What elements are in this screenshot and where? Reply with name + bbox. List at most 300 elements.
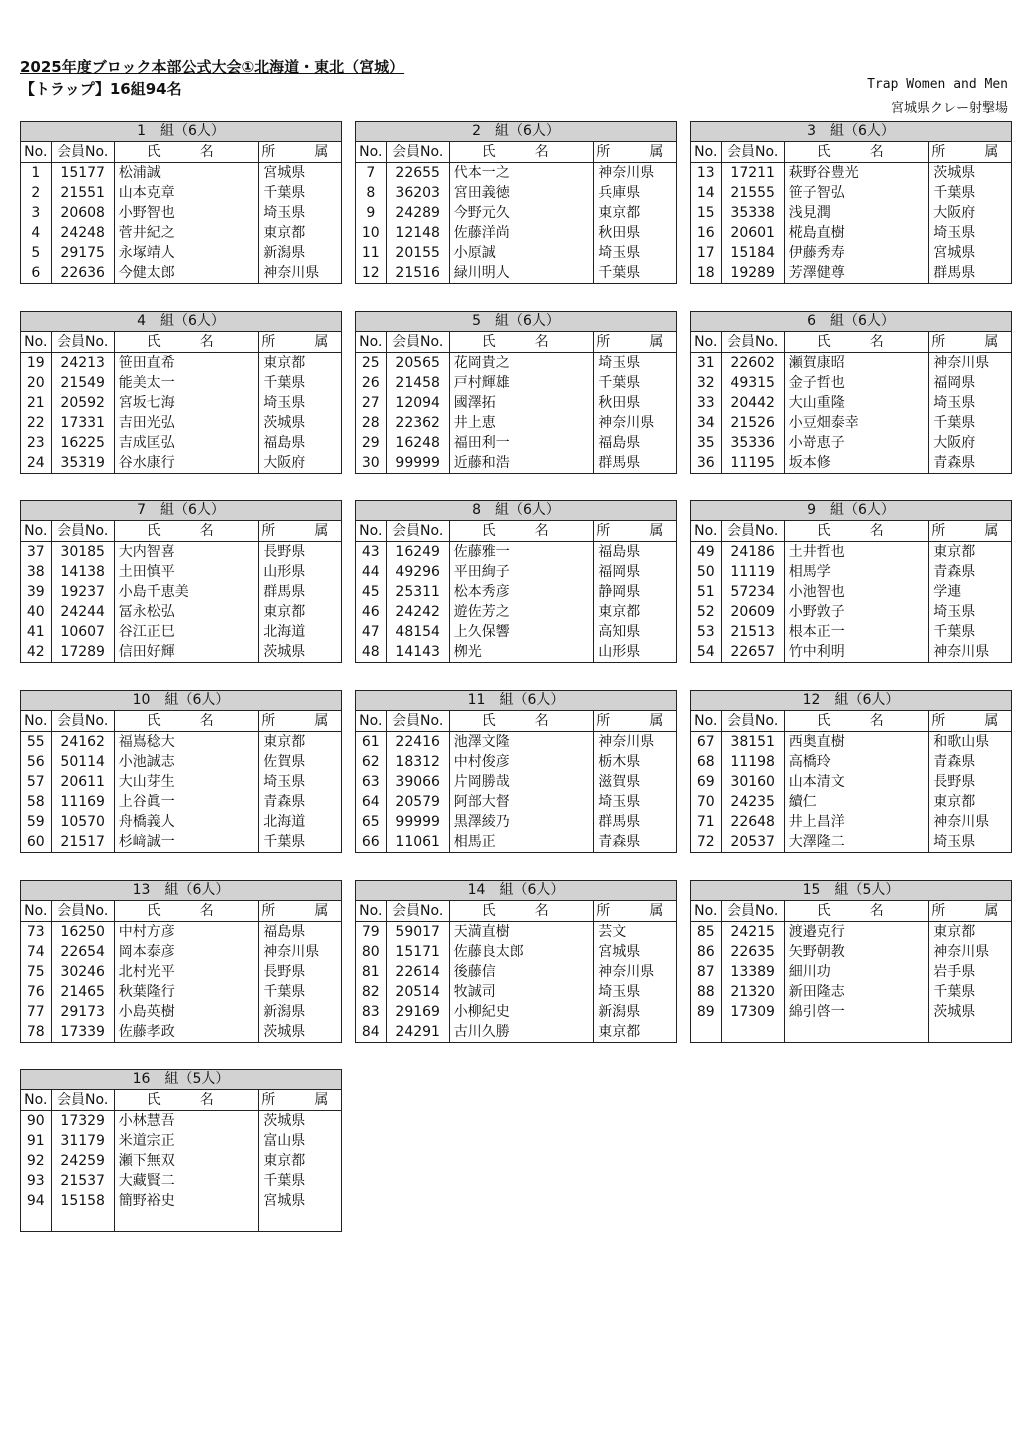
table-row <box>691 453 1011 473</box>
squad-table-5 <box>355 311 677 474</box>
table-row <box>356 812 676 832</box>
shooter-number: 16 <box>691 223 721 243</box>
table-row <box>356 1022 676 1042</box>
shooter-name: 土田慎平 <box>114 562 258 582</box>
shooter-number: 4 <box>21 223 51 243</box>
table-row <box>691 922 1011 943</box>
member-number: 24162 <box>51 732 114 753</box>
column-header-row <box>21 332 341 353</box>
member-number: 21517 <box>51 832 114 852</box>
table-row <box>691 732 1011 753</box>
member-number: 20514 <box>386 982 449 1002</box>
member-number: 22635 <box>721 942 784 962</box>
shooter-number: 12 <box>356 263 386 283</box>
column-header-row <box>356 711 676 732</box>
member-number: 11169 <box>51 792 114 812</box>
column-header-row <box>691 521 1011 542</box>
shooter-name: 岡本泰彦 <box>114 942 258 962</box>
affiliation: 埼玉県 <box>259 393 341 413</box>
shooter-name: 瀬賀康昭 <box>784 353 928 374</box>
member-number: 24259 <box>51 1151 114 1171</box>
column-header-row <box>21 142 341 163</box>
affiliation: 静岡県 <box>594 582 676 602</box>
col-header-name: 氏 名 <box>114 521 258 542</box>
table-row <box>356 832 676 852</box>
member-number: 20579 <box>386 792 449 812</box>
squad-header: 14 組（6人） <box>356 881 676 901</box>
shooter-name: 西奥直樹 <box>784 732 928 753</box>
shooter-name: 井上昌洋 <box>784 812 928 832</box>
table-row <box>356 582 676 602</box>
shooter-name: 福田利一 <box>449 433 593 453</box>
member-number: 38151 <box>721 732 784 753</box>
shooter-number: 30 <box>356 453 386 473</box>
affiliation: 千葉県 <box>929 413 1011 433</box>
shooter-number: 29 <box>356 433 386 453</box>
table-row <box>691 562 1011 582</box>
affiliation: 群馬県 <box>594 812 676 832</box>
col-header-member: 会員No. <box>386 332 449 353</box>
member-number: 10607 <box>51 622 114 642</box>
page-title: 2025年度ブロック本部公式大会①北海道・東北（宮城） <box>20 58 405 76</box>
shooter-number: 39 <box>21 582 51 602</box>
squad-roster <box>21 142 341 283</box>
shooter-number: 43 <box>356 542 386 563</box>
squad-header: 1 組（6人） <box>21 122 341 142</box>
member-number: 24235 <box>721 792 784 812</box>
shooter-number: 11 <box>356 243 386 263</box>
affiliation: 千葉県 <box>594 263 676 283</box>
col-header-no: No. <box>21 521 51 542</box>
shooter-number: 48 <box>356 642 386 662</box>
affiliation: 茨城県 <box>259 1022 341 1042</box>
col-header-member: 会員No. <box>721 521 784 542</box>
col-header-name: 氏 名 <box>114 332 258 353</box>
col-header-member: 会員No. <box>51 332 114 353</box>
shooter-name: 小林慧吾 <box>114 1111 258 1132</box>
shooter-number: 22 <box>21 413 51 433</box>
shooter-name: 遊佐芳之 <box>449 602 593 622</box>
shooter-number: 70 <box>691 792 721 812</box>
table-row <box>21 373 341 393</box>
shooter-name: 上谷眞一 <box>114 792 258 812</box>
affiliation: 山形県 <box>259 562 341 582</box>
affiliation <box>259 1211 341 1231</box>
col-header-member: 会員No. <box>721 332 784 353</box>
shooter-number: 8 <box>356 183 386 203</box>
member-number: 15177 <box>51 163 114 184</box>
table-row <box>356 163 676 184</box>
member-number: 49315 <box>721 373 784 393</box>
shooter-number: 94 <box>21 1191 51 1211</box>
shooter-name: 小原誠 <box>449 243 593 263</box>
affiliation: 東京都 <box>929 542 1011 563</box>
shooter-name: 渡邉克行 <box>784 922 928 943</box>
member-number: 19237 <box>51 582 114 602</box>
member-number: 30246 <box>51 962 114 982</box>
squad-header: 7 組（6人） <box>21 501 341 521</box>
shooter-name: 後藤信 <box>449 962 593 982</box>
member-number: 21537 <box>51 1171 114 1191</box>
affiliation: 青森県 <box>594 832 676 852</box>
squad-table-6 <box>690 311 1012 474</box>
shooter-name: 秋葉隆行 <box>114 982 258 1002</box>
shooter-number: 79 <box>356 922 386 943</box>
member-number: 29175 <box>51 243 114 263</box>
table-row <box>356 223 676 243</box>
col-header-member: 会員No. <box>386 142 449 163</box>
shooter-number: 7 <box>356 163 386 184</box>
affiliation: 北海道 <box>259 812 341 832</box>
table-row <box>21 732 341 753</box>
table-row <box>356 183 676 203</box>
member-number: 24244 <box>51 602 114 622</box>
shooter-number: 6 <box>21 263 51 283</box>
affiliation: 千葉県 <box>259 373 341 393</box>
shooter-name <box>784 1022 928 1042</box>
shooter-number: 75 <box>21 962 51 982</box>
table-row <box>356 542 676 563</box>
shooter-number: 40 <box>21 602 51 622</box>
shooter-number: 38 <box>21 562 51 582</box>
table-row <box>356 602 676 622</box>
member-number: 24186 <box>721 542 784 563</box>
shooter-name: 浅見潤 <box>784 203 928 223</box>
shooter-name: 花岡貴之 <box>449 353 593 374</box>
col-header-no: No. <box>691 711 721 732</box>
shooter-number: 71 <box>691 812 721 832</box>
member-number: 57234 <box>721 582 784 602</box>
member-number: 22636 <box>51 263 114 283</box>
member-number: 50114 <box>51 752 114 772</box>
affiliation: 千葉県 <box>929 622 1011 642</box>
member-number: 22654 <box>51 942 114 962</box>
shooter-number: 50 <box>691 562 721 582</box>
table-row <box>691 542 1011 563</box>
shooter-number <box>691 1022 721 1042</box>
member-number: 14138 <box>51 562 114 582</box>
shooter-name: 小野智也 <box>114 203 258 223</box>
squad-table-15 <box>690 880 1012 1043</box>
shooter-number: 72 <box>691 832 721 852</box>
col-header-affiliation: 所 属 <box>929 901 1011 922</box>
col-header-no: No. <box>691 332 721 353</box>
squad-header: 2 組（6人） <box>356 122 676 142</box>
col-header-member: 会員No. <box>386 521 449 542</box>
shooter-name: 池澤文隆 <box>449 732 593 753</box>
shooter-name: 菅井紀之 <box>114 223 258 243</box>
affiliation: 東京都 <box>929 922 1011 943</box>
table-row <box>21 982 341 1002</box>
table-row <box>21 223 341 243</box>
shooter-number: 27 <box>356 393 386 413</box>
member-number: 20608 <box>51 203 114 223</box>
shooter-name: 佐藤孝政 <box>114 1022 258 1042</box>
affiliation: 群馬県 <box>929 263 1011 283</box>
shooter-number: 85 <box>691 922 721 943</box>
shooter-number: 21 <box>21 393 51 413</box>
shooter-number: 19 <box>21 353 51 374</box>
table-row <box>691 942 1011 962</box>
shooter-name: 舟橋義人 <box>114 812 258 832</box>
member-number: 24215 <box>721 922 784 943</box>
table-row <box>21 353 341 374</box>
col-header-no: No. <box>21 332 51 353</box>
shooter-name: 松浦誠 <box>114 163 258 184</box>
member-number: 17331 <box>51 413 114 433</box>
shooter-number: 84 <box>356 1022 386 1042</box>
shooter-name: 松本秀彦 <box>449 582 593 602</box>
shooter-number: 82 <box>356 982 386 1002</box>
shooter-name: 綿引啓一 <box>784 1002 928 1022</box>
col-header-name: 氏 名 <box>784 332 928 353</box>
member-number: 35319 <box>51 453 114 473</box>
col-header-no: No. <box>21 711 51 732</box>
table-row <box>691 393 1011 413</box>
shooter-name: 竹中利明 <box>784 642 928 662</box>
member-number: 29169 <box>386 1002 449 1022</box>
shooter-number: 54 <box>691 642 721 662</box>
shooter-number: 14 <box>691 183 721 203</box>
member-number: 24289 <box>386 203 449 223</box>
shooter-name: 谷水康行 <box>114 453 258 473</box>
member-number: 11061 <box>386 832 449 852</box>
table-row <box>21 772 341 792</box>
affiliation: 東京都 <box>594 203 676 223</box>
affiliation: 東京都 <box>259 602 341 622</box>
affiliation: 神奈川県 <box>929 942 1011 962</box>
shooter-number: 53 <box>691 622 721 642</box>
shooter-number: 61 <box>356 732 386 753</box>
shooter-number: 88 <box>691 982 721 1002</box>
squad-table-12 <box>690 690 1012 853</box>
member-number: 20609 <box>721 602 784 622</box>
affiliation: 神奈川県 <box>259 942 341 962</box>
col-header-name: 氏 名 <box>449 521 593 542</box>
table-row <box>356 373 676 393</box>
col-header-name: 氏 名 <box>449 901 593 922</box>
table-row <box>691 1022 1011 1042</box>
table-row <box>691 812 1011 832</box>
shooter-number: 81 <box>356 962 386 982</box>
affiliation: 学連 <box>929 582 1011 602</box>
affiliation: 宮城県 <box>259 1191 341 1211</box>
table-row <box>21 752 341 772</box>
shooter-name: 伊藤秀寿 <box>784 243 928 263</box>
col-header-name: 氏 名 <box>784 142 928 163</box>
squad-header: 11 組（6人） <box>356 691 676 711</box>
affiliation: 兵庫県 <box>594 183 676 203</box>
shooter-number: 66 <box>356 832 386 852</box>
col-header-no: No. <box>356 332 386 353</box>
shooter-name: 小柳紀史 <box>449 1002 593 1022</box>
member-number: 17309 <box>721 1002 784 1022</box>
shooter-name: 芳澤健尊 <box>784 263 928 283</box>
table-row <box>691 223 1011 243</box>
member-number: 36203 <box>386 183 449 203</box>
table-row <box>356 962 676 982</box>
shooter-name: 天満直樹 <box>449 922 593 943</box>
squad-header: 5 組（6人） <box>356 312 676 332</box>
shooter-name: 中村俊彦 <box>449 752 593 772</box>
shooter-name: 新田隆志 <box>784 982 928 1002</box>
shooter-number: 41 <box>21 622 51 642</box>
table-row <box>21 433 341 453</box>
shooter-name: 阿部大督 <box>449 792 593 812</box>
table-row <box>691 962 1011 982</box>
col-header-no: No. <box>356 901 386 922</box>
shooter-name: 國澤拓 <box>449 393 593 413</box>
member-number: 22602 <box>721 353 784 374</box>
affiliation: 埼玉県 <box>929 832 1011 852</box>
page-subtitle: 【トラップ】16組94名 <box>20 80 182 98</box>
squad-roster <box>356 521 676 662</box>
column-header-row <box>21 521 341 542</box>
member-number: 21526 <box>721 413 784 433</box>
shooter-number: 64 <box>356 792 386 812</box>
shooter-name: 永塚靖人 <box>114 243 258 263</box>
table-row <box>356 792 676 812</box>
shooter-number: 58 <box>21 792 51 812</box>
member-number <box>51 1211 114 1231</box>
shooter-name: 萩野谷豊光 <box>784 163 928 184</box>
table-row <box>691 373 1011 393</box>
event-name: Trap Women and Men <box>867 77 1008 92</box>
affiliation: 福島県 <box>259 922 341 943</box>
affiliation: 千葉県 <box>259 982 341 1002</box>
shooter-name: 笹子智弘 <box>784 183 928 203</box>
affiliation: 茨城県 <box>929 163 1011 184</box>
member-number: 21555 <box>721 183 784 203</box>
shooter-name: 矢野朝教 <box>784 942 928 962</box>
column-header-row <box>356 142 676 163</box>
shooter-name: 相馬正 <box>449 832 593 852</box>
shooter-name: 古川久勝 <box>449 1022 593 1042</box>
member-number: 17339 <box>51 1022 114 1042</box>
table-row <box>21 263 341 283</box>
squad-header: 6 組（6人） <box>691 312 1011 332</box>
member-number: 35336 <box>721 433 784 453</box>
squad-table-7 <box>20 500 342 663</box>
squad-table-8 <box>355 500 677 663</box>
table-row <box>691 243 1011 263</box>
shooter-number: 86 <box>691 942 721 962</box>
table-row <box>21 642 341 662</box>
shooter-number: 83 <box>356 1002 386 1022</box>
shooter-number: 23 <box>21 433 51 453</box>
member-number: 22648 <box>721 812 784 832</box>
affiliation: 埼玉県 <box>259 203 341 223</box>
table-row <box>21 1171 341 1191</box>
member-number: 21320 <box>721 982 784 1002</box>
member-number: 20601 <box>721 223 784 243</box>
member-number: 14143 <box>386 642 449 662</box>
col-header-affiliation: 所 属 <box>929 711 1011 732</box>
squad-roster <box>691 711 1011 852</box>
shooter-name: 簡野裕史 <box>114 1191 258 1211</box>
affiliation: 東京都 <box>259 223 341 243</box>
table-row <box>21 962 341 982</box>
shooter-number: 10 <box>356 223 386 243</box>
col-header-no: No. <box>21 901 51 922</box>
shooter-number: 35 <box>691 433 721 453</box>
affiliation: 東京都 <box>259 1151 341 1171</box>
table-row <box>356 263 676 283</box>
shooter-name: 小野敦子 <box>784 602 928 622</box>
col-header-affiliation: 所 属 <box>929 142 1011 163</box>
shooter-name: 杉﨑誠一 <box>114 832 258 852</box>
table-row <box>21 812 341 832</box>
table-row <box>21 602 341 622</box>
affiliation: 宮城県 <box>259 163 341 184</box>
member-number: 17211 <box>721 163 784 184</box>
affiliation: 東京都 <box>259 732 341 753</box>
squad-table-1 <box>20 121 342 284</box>
affiliation: 東京都 <box>594 602 676 622</box>
affiliation: 埼玉県 <box>929 393 1011 413</box>
table-row <box>691 353 1011 374</box>
col-header-name: 氏 名 <box>114 711 258 732</box>
table-row <box>691 622 1011 642</box>
column-header-row <box>691 332 1011 353</box>
affiliation: 東京都 <box>929 792 1011 812</box>
shooter-number: 57 <box>21 772 51 792</box>
shooter-name: 山本清文 <box>784 772 928 792</box>
affiliation: 佐賀県 <box>259 752 341 772</box>
table-row <box>691 982 1011 1002</box>
member-number: 22657 <box>721 642 784 662</box>
table-row <box>21 1111 341 1132</box>
squad-roster <box>356 711 676 852</box>
member-number: 12148 <box>386 223 449 243</box>
shooter-number: 13 <box>691 163 721 184</box>
member-number: 25311 <box>386 582 449 602</box>
squad-header: 10 組（6人） <box>21 691 341 711</box>
shooter-name: 平田絢子 <box>449 562 593 582</box>
affiliation: 高知県 <box>594 622 676 642</box>
member-number: 22416 <box>386 732 449 753</box>
shooter-number: 42 <box>21 642 51 662</box>
squad-roster <box>21 521 341 662</box>
affiliation: 茨城県 <box>929 1002 1011 1022</box>
table-row <box>356 393 676 413</box>
column-header-row <box>356 901 676 922</box>
col-header-member: 会員No. <box>721 901 784 922</box>
affiliation: 和歌山県 <box>929 732 1011 753</box>
member-number: 13389 <box>721 962 784 982</box>
member-number: 22362 <box>386 413 449 433</box>
affiliation: 宮城県 <box>594 942 676 962</box>
shooter-number: 91 <box>21 1131 51 1151</box>
table-row <box>21 1211 341 1231</box>
affiliation: 埼玉県 <box>594 982 676 1002</box>
shooter-name: 坂本修 <box>784 453 928 473</box>
member-number: 17329 <box>51 1111 114 1132</box>
member-number: 12094 <box>386 393 449 413</box>
affiliation: 大阪府 <box>929 203 1011 223</box>
col-header-affiliation: 所 属 <box>929 521 1011 542</box>
member-number: 11198 <box>721 752 784 772</box>
shooter-number: 9 <box>356 203 386 223</box>
affiliation: 福島県 <box>259 433 341 453</box>
col-header-affiliation: 所 属 <box>259 901 341 922</box>
col-header-member: 会員No. <box>51 901 114 922</box>
col-header-no: No. <box>691 521 721 542</box>
shooter-number: 93 <box>21 1171 51 1191</box>
affiliation: 大阪府 <box>259 453 341 473</box>
table-row <box>356 453 676 473</box>
affiliation: 青森県 <box>259 792 341 812</box>
